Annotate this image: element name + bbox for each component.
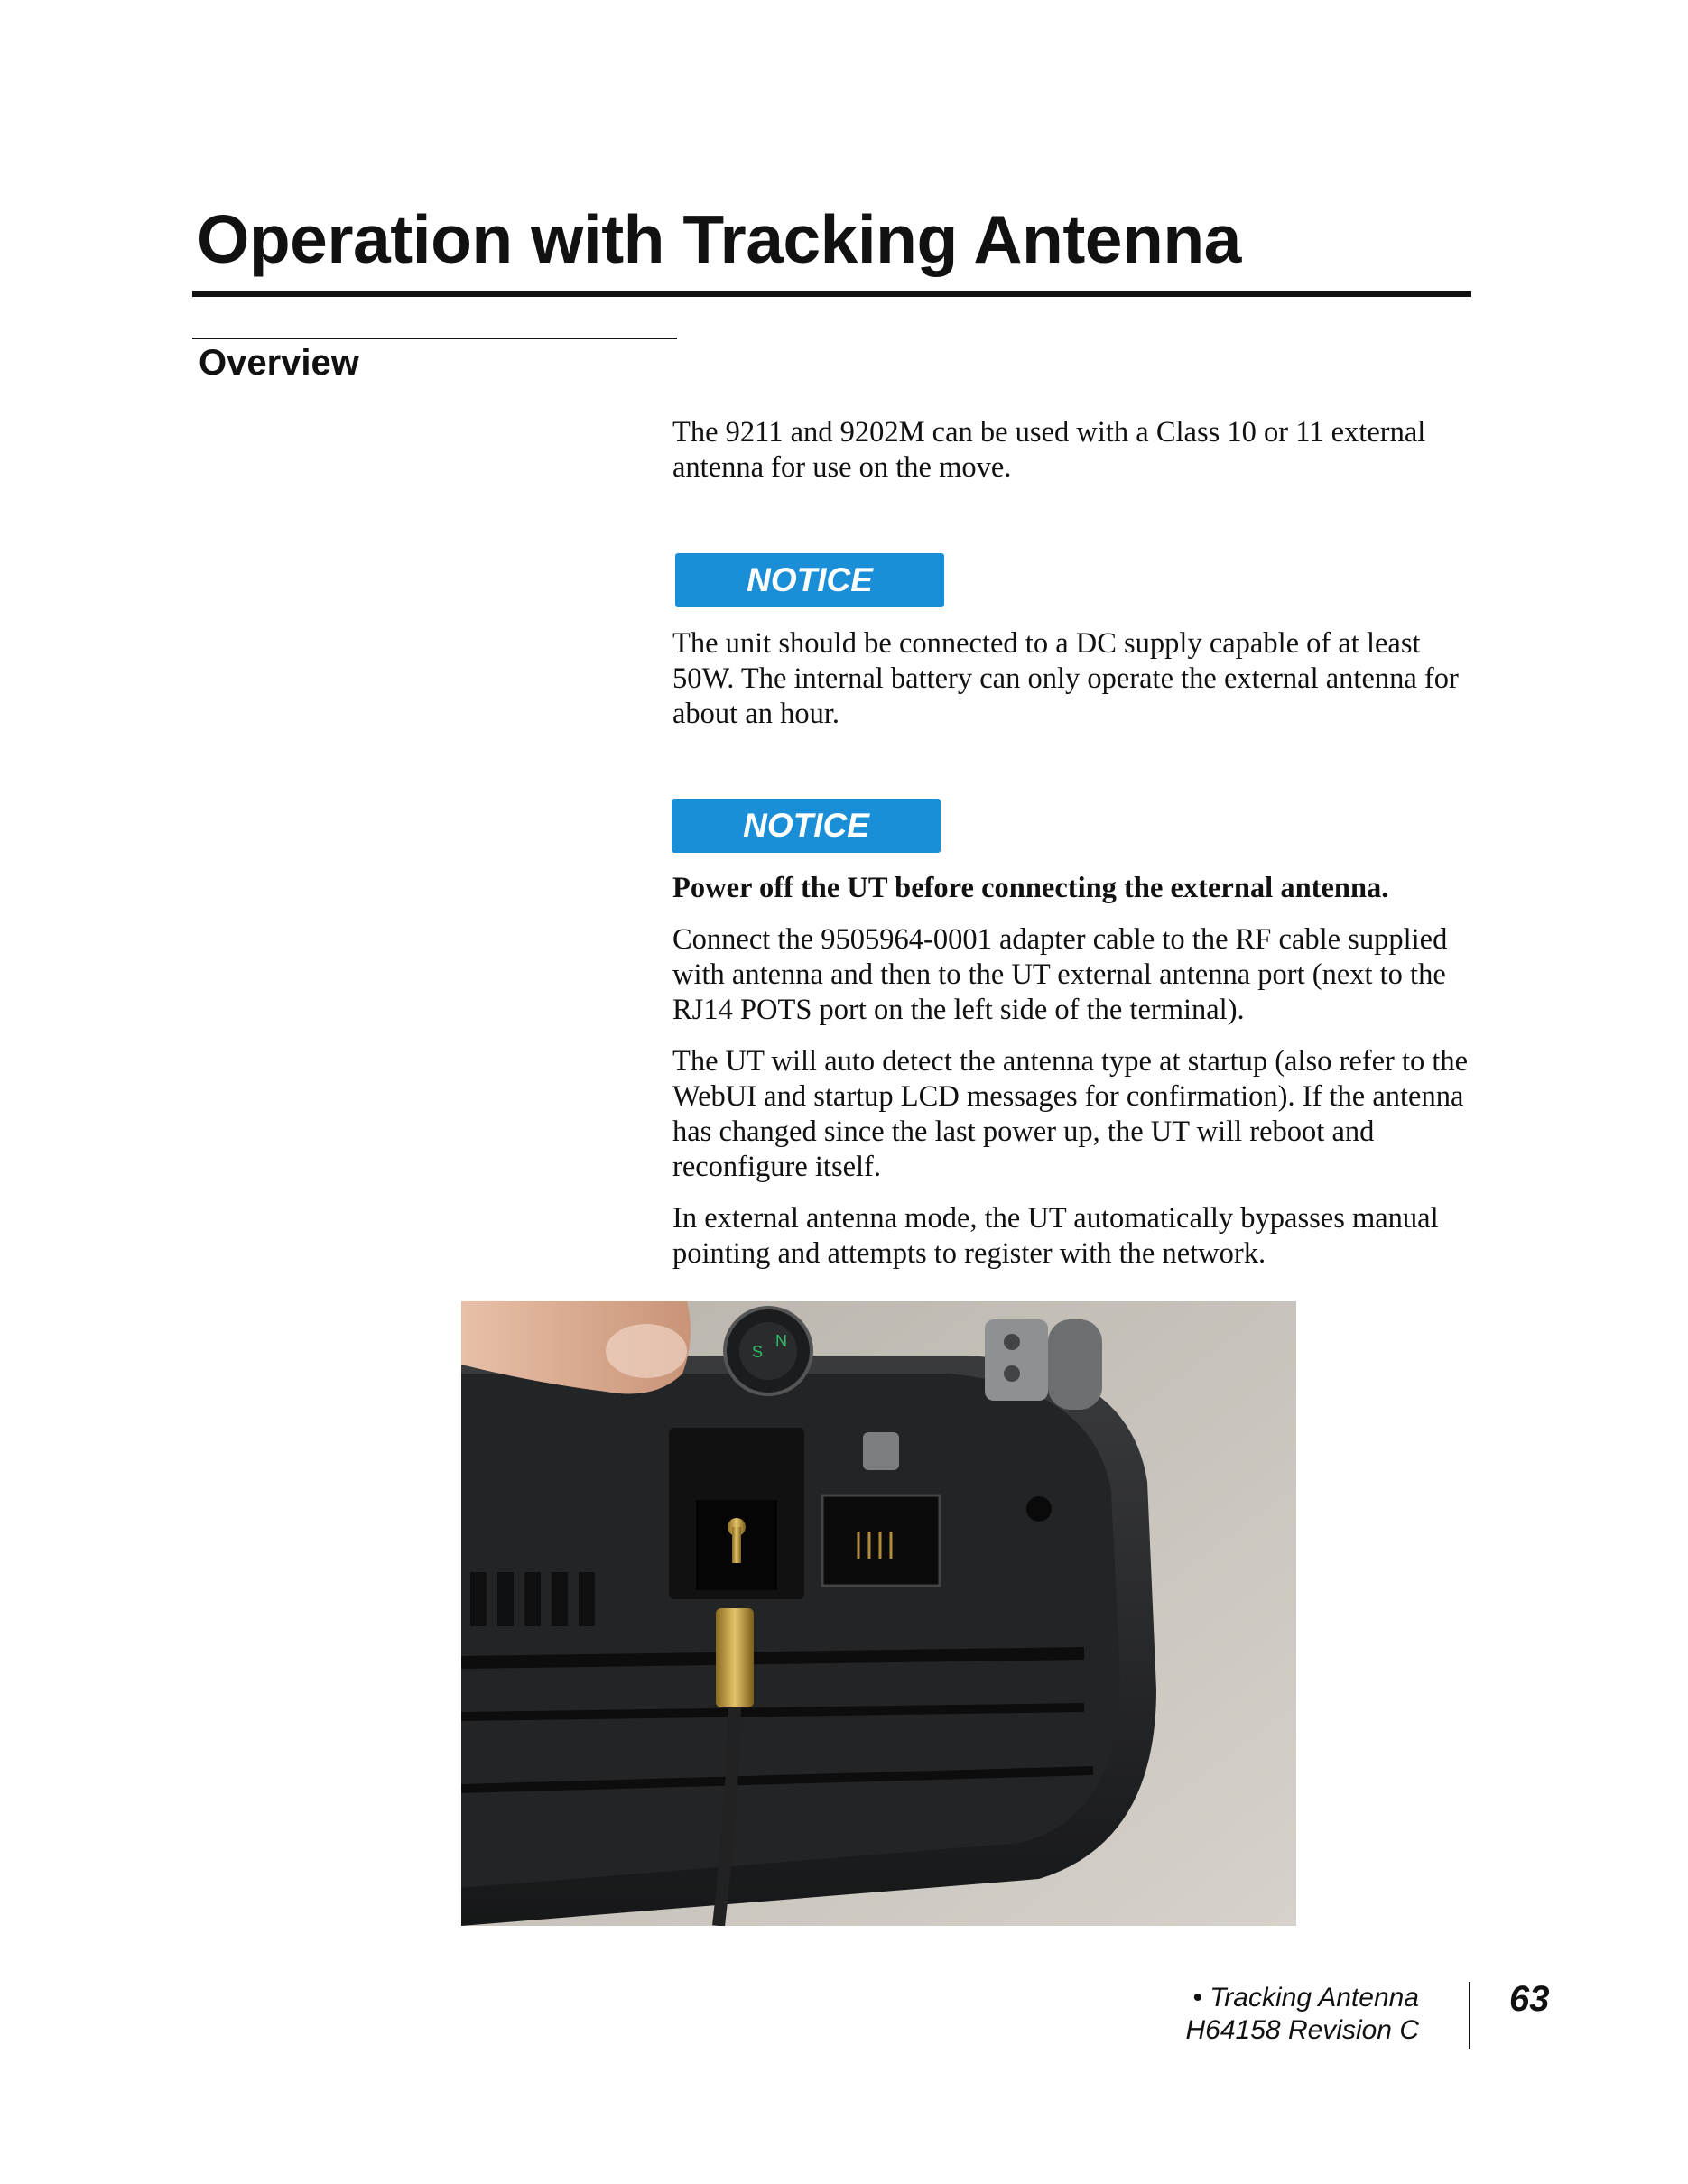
section-heading: Overview [199, 343, 359, 383]
title-underline [192, 291, 1471, 297]
notice-badge: NOTICE [675, 553, 944, 607]
mode-paragraph: In external antenna mode, the UT automatically bypasses manual pointing and attempts to register with the network. [672, 1202, 1439, 1270]
svg-text:N: N [775, 1332, 787, 1350]
page-number: 63 [1509, 1979, 1550, 2019]
footer-divider [1469, 1982, 1470, 2049]
footer-doc-revision: H64158 Revision C [1185, 2015, 1419, 2045]
antenna-port-photo [461, 1301, 1296, 1926]
svg-text:S: S [752, 1343, 764, 1361]
detect-paragraph: The UT will auto detect the antenna type at startup (also refer to the WebUI and startup LCD messages for confirmation). If the antenna has changed since the last power up, the UT will reboot and reconfigure itself. [672, 1045, 1469, 1183]
notice-badge: NOTICE [672, 799, 941, 853]
section-rule [192, 338, 677, 339]
power-off-warning: Power off the UT before connecting the external antenna. [672, 872, 1389, 904]
connect-paragraph: Connect the 9505964-0001 adapter cable to the RF cable supplied with antenna and then to the UT external antenna port (next to the RJ14 POTS port on the left side of the terminal). [672, 923, 1448, 1026]
page-title: Operation with Tracking Antenna [197, 201, 1241, 277]
footer-section-label: • Tracking Antenna [1192, 1983, 1419, 2013]
intro-paragraph: The 9211 and 9202M can be used with a Class 10 or 11 external antenna for use on the move. [672, 416, 1426, 484]
notice-paragraph: The unit should be connected to a DC supply capable of at least 50W. The internal battery can only operate the external antenna for about an hour. [672, 627, 1459, 730]
